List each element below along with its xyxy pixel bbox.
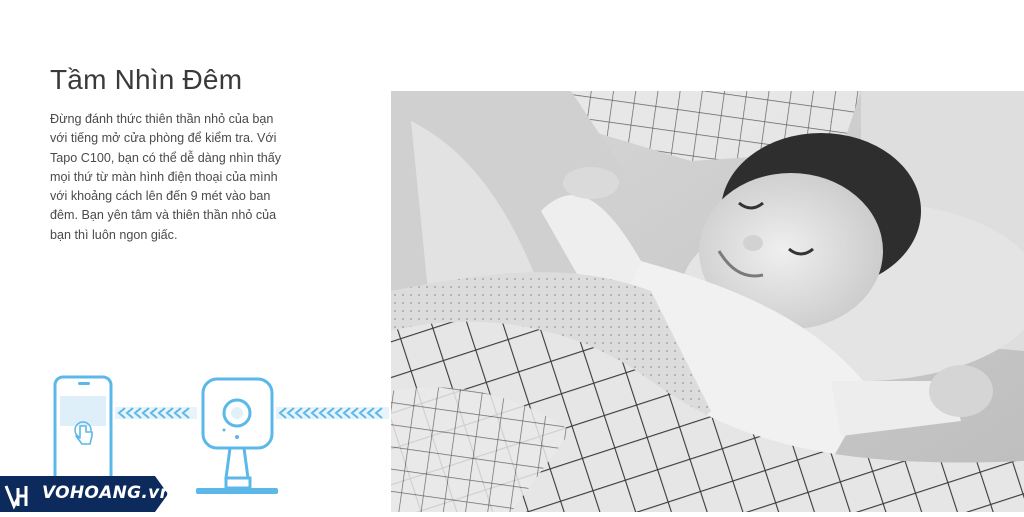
section-title: Tầm Nhìn Đêm <box>50 64 243 95</box>
logo-text: VOHOANG.vn <box>42 483 172 503</box>
signal-chevrons-left <box>115 407 197 419</box>
sleeping-baby-photo <box>391 91 1024 512</box>
camera-icon <box>196 379 278 494</box>
section-description: Đừng đánh thức thiên thần nhỏ của bạn với tiếng mở cửa phòng để kiểm tra. Với Tapo C100, bạn có thể dễ dàng nhìn thấy mọi thứ từ màn hình điện thoại của mình với khoảng cách lên đến 9 mét vào ban đêm. Bạn yên tâm và thiên thần nhỏ của bạn thì luôn ngon giấc. <box>50 112 282 242</box>
signal-chevrons-right <box>276 407 389 419</box>
